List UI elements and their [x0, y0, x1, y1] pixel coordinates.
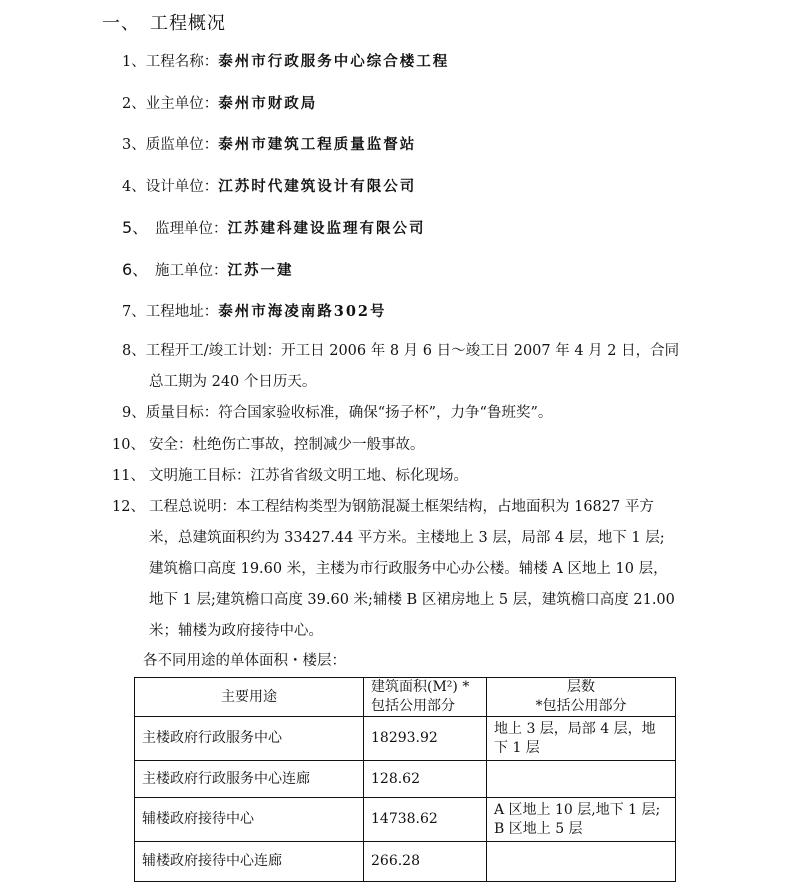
- section-number: 一、: [102, 13, 140, 34]
- item-number: 11、: [112, 468, 145, 484]
- item-number: 10、: [112, 437, 145, 453]
- header-area-line: 建筑面积(M²) *: [371, 679, 470, 695]
- section-title: 工程概况: [150, 13, 226, 34]
- cell-floors: [487, 798, 676, 842]
- usage-area-table: [134, 677, 676, 882]
- item-label: 业主单位：: [145, 96, 219, 112]
- item-designer: [122, 177, 416, 197]
- item-owner: [122, 94, 317, 114]
- header-floors-line: *包括公用部分: [535, 698, 627, 714]
- header-area: [364, 678, 487, 717]
- item-label: 监理单位：: [155, 221, 228, 237]
- cell-area: 128.62: [364, 761, 487, 798]
- item-project-name: [122, 52, 449, 72]
- item-value: 江苏时代建筑设计有限公司: [218, 178, 417, 195]
- item-schedule-line: 8、工程开工/竣工计划：开工日 2006 年 8 月 6 日～竣工日 2007 年 4 月 2 日，合同: [122, 343, 680, 359]
- cell-area: 18293.92: [364, 717, 487, 761]
- table-row: [135, 842, 676, 882]
- header-floors: [487, 678, 676, 717]
- description-line: 工程总说明：本工程结构类型为钢筋混凝土框架结构，占地面积为 16827 平方: [149, 499, 654, 515]
- item-text: 文明施工目标：江苏省省级文明工地、标化现场。: [149, 468, 468, 484]
- cell-floors: [487, 717, 676, 761]
- item-label: 施工单位：: [155, 263, 228, 279]
- item-text: 安全：杜绝伤亡事故，控制减少一般事故。: [149, 437, 425, 453]
- cell-floors-line: 下 1 层: [494, 739, 540, 756]
- cell-floors: [487, 761, 676, 798]
- item-quality-goal: 9、质量目标：符合国家验收标准，确保“扬子杯”，力争“鲁班奖”。: [122, 405, 553, 421]
- item-label: 工程名称：: [145, 54, 219, 70]
- item-address: [122, 302, 387, 322]
- cell-use: 主楼政府行政服务中心: [135, 717, 364, 761]
- item-schedule-line: 总工期为 240 个日历天。: [149, 374, 317, 390]
- cell-area: 266.28: [364, 842, 487, 882]
- item-label: 质监单位：: [145, 137, 219, 153]
- item-label: 设计单位：: [145, 179, 219, 195]
- item-number: 7、: [122, 304, 146, 320]
- item-value: 泰州市建筑工程质量监督站: [218, 136, 417, 153]
- item-number: 6、: [122, 260, 149, 279]
- header-floors-line: 层数: [567, 679, 595, 695]
- table-row: [135, 798, 676, 842]
- item-number: 1、: [122, 54, 146, 70]
- item-label: 工程地址：: [145, 304, 219, 320]
- header-area-line: 包括公用部分: [371, 698, 455, 714]
- table-row: [135, 761, 676, 798]
- item-value: 江苏一建: [227, 262, 294, 279]
- item-civilized-construction: [112, 461, 468, 492]
- item-quality-supervision: [122, 135, 416, 155]
- description-line: 米；辅楼为政府接待中心。: [149, 623, 323, 639]
- table-header-row: [135, 678, 676, 717]
- item-contractor: [122, 260, 294, 281]
- item-safety: [112, 430, 425, 461]
- description-line: 建筑檐口高度 19.60 米，主楼为市行政服务中心办公楼。辅楼 A 区地上 10 层，: [149, 561, 668, 577]
- description-line: 米，总建筑面积约为 33427.44 平方米。主楼地上 3 层，局部 4 层，地下 1 层;: [149, 530, 665, 546]
- description-line: 地下 1 层;建筑檐口高度 39.60 米;辅楼 B 区裙房地上 5 层，建筑檐口高度 21.00: [149, 592, 675, 608]
- section-heading: [102, 9, 226, 35]
- item-number: 4、: [122, 179, 146, 195]
- item-value: 泰州市海凌南路302号: [218, 303, 387, 320]
- cell-use: 主楼政府行政服务中心连廊: [135, 761, 364, 798]
- item-value: 江苏建科建设监理有限公司: [227, 220, 426, 237]
- item-number: 2、: [122, 96, 146, 112]
- cell-floors-line: B 区地上 5 层: [494, 820, 583, 837]
- cell-area: 14738.62: [364, 798, 487, 842]
- item-value: 泰州市行政服务中心综合楼工程: [218, 53, 450, 70]
- table-row: [135, 717, 676, 761]
- item-supervisor: [122, 218, 426, 239]
- item-schedule: [122, 336, 679, 398]
- cell-use: 辅楼政府接待中心: [135, 798, 364, 842]
- cell-floors-line: A 区地上 10 层,地下 1 层;: [494, 801, 661, 818]
- cell-floors: [487, 842, 676, 882]
- cell-use: 辅楼政府接待中心连廊: [135, 842, 364, 882]
- table-caption: 各不同用途的单体面积・楼层：: [143, 653, 346, 669]
- item-number: 12、: [112, 499, 145, 515]
- cell-floors-line: 地上 3 层，局部 4 层，地: [494, 720, 656, 737]
- item-general-description: [112, 492, 675, 647]
- item-number: 5、: [122, 218, 149, 237]
- item-value: 泰州市财政局: [218, 95, 318, 112]
- item-number: 3、: [122, 137, 146, 153]
- header-use: 主要用途: [135, 678, 364, 717]
